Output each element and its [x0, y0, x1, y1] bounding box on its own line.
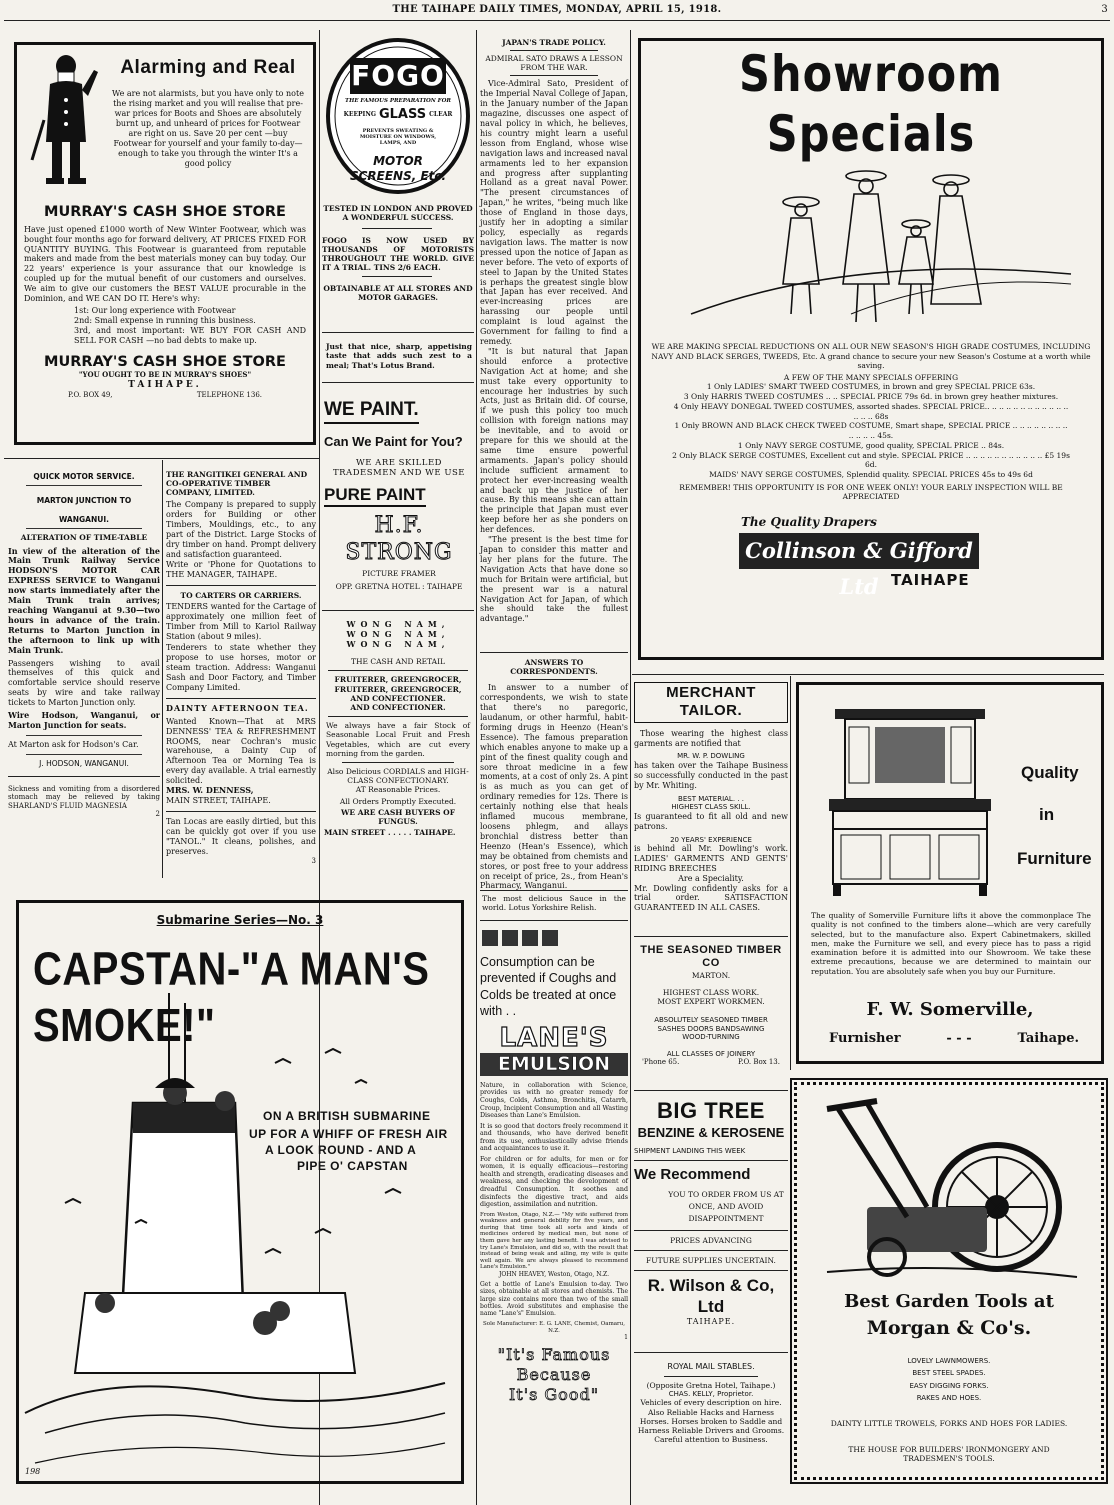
- capstan-corner: 198: [25, 1467, 41, 1477]
- wongnam-stock: We always have a fair Stock of Seasonable Local Fruit and Fresh Vegetables, which are cut every morning from the garden.: [326, 720, 470, 758]
- lanes-sign: JOHN HEAVEY, Weston, Otago, N.Z.: [498, 1270, 609, 1278]
- fogo-clear: CLEAR: [429, 111, 453, 119]
- showroom-drapers: The Quality Drapers: [741, 515, 877, 530]
- stables-heading: ROYAL MAIL STABLES.: [667, 1362, 755, 1371]
- tailor-exp: 20 YEARS' EXPERIENCE: [670, 835, 752, 844]
- strong-can-we-paint: Can We Paint for You?: [324, 434, 463, 450]
- murrays-headline: Alarming and Real: [120, 57, 296, 78]
- tailor-spec: Are a Speciality.: [678, 873, 744, 883]
- showroom-item: MAIDS' NAVY SERGE COSTUMES, Splendid quality. SPECIAL PRICES 45s to 49s 6d: [709, 470, 1033, 480]
- bigtree-rec: We Recommend: [634, 1166, 751, 1184]
- capstan-caption-2: UP FOR A WHIFF OF FRESH AIR: [249, 1127, 448, 1141]
- lanes-p4: From Weston, Otago, N.Z.— "My wife suffered from weakness and general debility for five years, and during that time took all sorts and kinds of medicines ordered by medical men, but none of them gave her any lasting benefit. I was advised to try Lane's Emulsion, and did so, with the result that instead of being weak and ailing, my wife is quite well again. We are always pleased to recommend Lane's Emulsion.": [480, 1211, 628, 1271]
- showroom-list: [651, 382, 1091, 480]
- lanes-num: 1: [624, 1334, 628, 1342]
- somerville-trade: Furnisher: [829, 1031, 901, 1046]
- tailor-name: MR. W. P. DOWLING: [677, 752, 745, 761]
- timber-l2: MOST EXPERT WORKMEN.: [657, 997, 765, 1007]
- motor-p4: At Marton ask for Hodson's Car.: [8, 739, 139, 749]
- motor-h1: QUICK MOTOR SERVICE.: [33, 472, 135, 481]
- showroom-advert: [638, 38, 1104, 660]
- somerville-body: The quality of Somerville Furniture lifts it above the commonplace The quality is not confined to the timbers alone—which are very carefully selected, but to the manufacture also. Expert Cabinetmakers, skilled men, make the Furniture we sell, and every piece has to pass a rigid examination before it is admitted into our Showroom. We take these extreme precautions, because we are determined to maintain our reputation. You are absolutely safe when you buy our Furniture.: [811, 911, 1091, 976]
- murrays-store-name: MURRAY'S CASH SHOE STORE: [44, 204, 286, 220]
- capstan-title: CAPSTAN-"A MAN'S SMOKE!": [33, 943, 430, 1051]
- bigtree-l1: YOU TO ORDER FROM US AT ONCE, AND AVOID DISAPPOINTMENT: [668, 1189, 784, 1223]
- tailor-skill: HIGHEST CLASS SKILL.: [671, 803, 751, 812]
- wongnam-advert: [322, 620, 474, 870]
- somerville-advert: [796, 682, 1104, 1064]
- timber-box: P.O. Box 13.: [738, 1058, 780, 1067]
- stables-advert: [634, 1362, 788, 1482]
- somerville-name: F. W. Somerville,: [866, 999, 1034, 1020]
- showroom-item: 4 Only HEAVY DONEGAL TWEED COSTUMES, assorted shades. SPECIAL PRICE.. .. .. .. .. .. .. .. .. .. .. .. .. .. .. 68s: [673, 401, 1069, 421]
- bigtree-l3: FUTURE SUPPLIES UNCERTAIN.: [646, 1255, 776, 1265]
- submarine-illustration: [25, 993, 455, 1473]
- somerville-dash: - - -: [946, 1031, 972, 1046]
- lanes-because: Because: [516, 1365, 592, 1384]
- strong-pure-paint: PURE PAINT: [324, 485, 426, 508]
- stables-body: Vehicles of every description on hire. Also Reliable Hacks and Harness Horses. Horses broken to Saddle and Harness Reliable Drivers and Grooms. Careful attention to Business.: [637, 1398, 785, 1444]
- motor-h2: MARTON JUNCTION TO: [36, 496, 132, 506]
- strong-skilled: WE ARE SKILLED TRADESMEN AND WE USE: [332, 458, 466, 479]
- lanes-logo-1: LANE'S: [499, 1023, 609, 1053]
- bigtree-firm: R. Wilson & Co, Ltd: [647, 1275, 775, 1316]
- fogo-wordmark: FOGO: [351, 59, 445, 92]
- murrays-town: TAIHAPE.: [128, 379, 202, 390]
- somerville-in: in: [1039, 805, 1055, 824]
- tailor-p5: Mr. Dowling confidently asks for a trial order. SATISFACTION GUARANTEED IN ALL CASES.: [634, 883, 788, 913]
- rangitikei-p1: The Company is prepared to supply orders for Building or other Timbers, Mouldings, etc., to any part of the District. Large Stocks of dry timber on hand. Prompt delivery and satisfaction guaranteed.: [166, 500, 316, 559]
- masthead: [0, 4, 1114, 18]
- lanes-logo-2: EMULSION: [480, 1053, 628, 1076]
- wongnam-prices: AT Reasonable Prices.: [355, 785, 441, 795]
- carters-p4: Tenderers to state whether they propose to use horses, motor or steam traction. Address: Wanganui Sash and Door Factory, and Timber Company Limited.: [166, 643, 316, 693]
- tailor-p3: Is guaranteed to fit all old and new patrons.: [634, 811, 788, 831]
- somerville-furniture: Furniture: [1017, 849, 1092, 868]
- wongnam-fruiterer-1: FRUITERER, GREENGROCER,: [334, 675, 462, 685]
- garden-tools-advert: [794, 1082, 1104, 1480]
- strong-name: H.F. STRONG: [345, 513, 453, 566]
- bigtree-l2: PRICES ADVANCING: [670, 1235, 752, 1245]
- tailor-p4: is behind all Mr. Dowling's work. LADIES' GARMENTS AND GENTS' RIDING BREECHES: [634, 844, 788, 873]
- tailor-p2: has taken over the Taihape Business so successfully conducted in the past by Mr. Whiting.: [634, 760, 788, 790]
- timber-phone: 'Phone 65.: [642, 1058, 680, 1067]
- showroom-few: A FEW OF THE MANY SPECIALS OFFERING: [783, 373, 959, 383]
- timber-l4: SASHES DOORS BANDSAWING: [657, 1024, 765, 1033]
- fogo-used: FOGO IS NOW USED BY THOUSANDS OF MOTORISTS THROUGHOUT THE WORLD. GIVE IT A TRIAL. TINS 2/6 EACH.: [322, 236, 474, 273]
- wongnam-cordials: Also Delicious CORDIALS and HIGH-CLASS CONFECTIONARY.: [327, 767, 469, 786]
- motor-p1: In view of the alteration of the Main Trunk Railway Service HODSON'S MOTOR CAR EXPRESS SERVICE to Wanganui now starts immediately after the Main Trunk train arrives; reaching Wanganui at 9.30—two hours in advance of the train. Returns to Marton Junction in the afternoon to link up with Main Trunk.: [8, 545, 160, 655]
- tailor-heading: MERCHANT TAILOR.: [634, 682, 788, 723]
- capstan-advert: [16, 900, 464, 1484]
- wongnam-cash: THE CASH AND RETAIL: [350, 657, 446, 667]
- japan-h1: JAPAN'S TRADE POLICY.: [502, 38, 606, 47]
- carters-heading: TO CARTERS OR CARRIERS.: [180, 590, 302, 600]
- wongnam-confectioner-2: AND CONFECTIONER.: [350, 702, 446, 712]
- wongnam-name-1: WONG NAM,: [346, 619, 450, 629]
- fogo-motor-screens: MOTOR SCREENS, Etc.: [349, 154, 447, 183]
- motor-p2: Passengers wishing to avail themselves of this quick and comfortable service should reserve seats by wire and take railway tickets to Marton Junction only.: [8, 658, 160, 708]
- rangitikei-heading: THE RANGITIKEI GENERAL AND CO-OPERATIVE TIMBER COMPANY, LIMITED.: [166, 470, 308, 498]
- showroom-remember: REMEMBER! THIS OPPORTUNITY IS FOR ONE WEEK ONLY! YOUR EARLY INSPECTION WILL BE APPRECIATED: [679, 482, 1063, 501]
- timber-advert: [634, 944, 788, 1094]
- masthead-rule: [4, 20, 1110, 21]
- wongnam-fruiterer-2: FRUITERER, GREENGROCER,: [334, 684, 462, 694]
- capstan-series: Submarine Series—No. 3: [156, 913, 324, 927]
- murrays-reason-2: 2nd: Small expense in running this business.: [74, 315, 256, 325]
- garden-l5: DAINTY LITTLE TROWELS, FORKS AND HOES FOR LADIES.: [830, 1419, 1068, 1428]
- motor-service-notice: [8, 470, 160, 875]
- murrays-reason-3: 3rd, and most important: WE BUY FOR CASH AND SELL FOR CASH —no bad debts to make up.: [74, 325, 306, 345]
- japan-article: [480, 36, 628, 672]
- capstan-caption-1: ON A BRITISH SUBMARINE: [263, 1109, 431, 1123]
- lanes-blocks: [482, 930, 628, 946]
- column-rule: [630, 30, 631, 1505]
- lawnmower-illustration: [827, 1097, 1077, 1287]
- japan-h2: ADMIRAL SATO DRAWS A LESSON FROM THE WAR.: [485, 54, 623, 73]
- japan-p1: Vice-Admiral Sato, President of the Imperial Naval College of Japan, in the January number of the Japan magazine, discusses one aspect of naval policy in which, he believes, his country might learn a useful lesson from England, whose wise navigation laws and increased naval armaments led to her expansion and progress after supplanting Holland as a great naval Power. "The present circumstances of Japan," he writes, "being much like those of England in those days, justify her in adopting a similar policy, especially as regards navigation laws. The matter is now pressed upon the notice of Japan as never before. The veto of exports of steel to Japan by the United States is perhaps the greatest single blow that Japan has ever received. And ever-increasing prices are harassing our people until complaint is loud against the Government for failing to find a remedy.: [480, 79, 628, 346]
- showroom-item: 1 Only BROWN AND BLACK CHECK TWEED COSTUME, Smart shape, SPECIAL PRICE .. .. .. .. .. .. .. .. .. .. .. .. 45s.: [674, 421, 1068, 441]
- lanes-advert: [480, 930, 628, 1482]
- somerville-town: Taihape.: [1017, 1031, 1079, 1046]
- bigtree-ship: SHIPMENT LANDING THIS WEEK: [634, 1146, 746, 1155]
- bigtree-h1: BIG TREE: [657, 1098, 765, 1123]
- tea-p5: Wanted Known—That at MRS DENNESS' TEA & REFRESHMENT ROOMS, near Cochran's music warehouse, a Dainty Cup of Afternoon Tea or Morning Tea is every day available. A trial earnestly solicited.: [166, 716, 316, 786]
- wongnam-street: MAIN STREET . . . . . TAIHAPE.: [324, 827, 456, 837]
- strong-trade: PICTURE FRAMER: [362, 569, 436, 579]
- murrays-store-name-footer: MURRAY'S CASH SHOE STORE: [44, 353, 286, 370]
- stables-opp: (Opposite Gretna Hotel, Taihape.): [646, 1380, 776, 1390]
- fogo-advert: [322, 36, 474, 336]
- sauce-notice: The most delicious Sauce in the world. Lotus Yorkshire Relish.: [482, 894, 626, 913]
- somerville-quality: Quality: [1021, 763, 1079, 782]
- masthead-title: THE TAIHAPE DAILY TIMES, MONDAY, APRIL 15, 1918.: [392, 4, 722, 15]
- timber-l6: ALL CLASSES OF JOINERY: [666, 1049, 756, 1058]
- strong-advert: [324, 398, 474, 608]
- murrays-box: P.O. BOX 49,: [68, 390, 113, 399]
- strong-address: OPP. GRETNA HOTEL : TAIHAPE: [335, 582, 463, 592]
- timber-l1: HIGHEST CLASS WORK.: [662, 987, 760, 997]
- murrays-intro: We are not alarmists, but you have only to note the rising market and you will realise that pre-war prices for Boots and Shoes are absolutely burnt up, and unheard of prices for Footwear are right on us. Save 20 per cent —buy Footwear for yourself and your family to-day—enough to take you through the winter It's a good policy: [112, 89, 304, 168]
- garden-l4: RAKES AND HOES.: [916, 1393, 982, 1402]
- japan-p4: In answer to a number of correspondents, we wish to state that there's no paregoric, laudanum, or other harmful, habit-forming drugs in Heenzo (Hean's Essence). The famous preparation which enables anyone to make up a pint of the finest quality cough and sore throat medicine in a few moments, at a cost of only 2s. A pint is as much as you can get of ordinary remedies for 12s. There is certainly nothing else that heals inflamed mucous membrane, loosens phlegm, and allays bronchial distress better than Heenzo (Hean's Essence), which may be obtained from chemists and stores, or post free to your address on receipt of price, 2s., from Hean's Pharmacy, Wanganui.: [480, 683, 628, 891]
- motor-num: 2: [155, 810, 160, 819]
- fashion-illustration: [651, 164, 1091, 334]
- wongnam-confectioner-1: AND CONFECTIONER.: [350, 693, 446, 703]
- bigtree-advert: [634, 1098, 788, 1348]
- japan-p2: "It is but natural that Japan should enforce a protective Navigation Act at home; and she must take every opportunity to encourage her industries by such Acts, just as Britain did. Of course, if we push this policy too much collision with foreign nations may be inevitable, and to avoid or prepare for this we should at the same time ensure powerful armaments. Japan's policy should include sufficient armament to protect her ever-increasing wealth and back up the justice of her cause. By this means she can attain the principle that Japan must ever keep before her as she ponders on her defences.: [480, 346, 628, 535]
- tanol-num: 3: [311, 856, 316, 865]
- garden-l1: LOVELY LAWNMOWERS.: [907, 1357, 991, 1365]
- showroom-item: 2 Only BLACK SERGE COSTUMES, Excellent cut and style. SPECIAL PRICE .. .. .. .. .. .. .. .. .. .. .. £5 19s 6d.: [672, 450, 1070, 470]
- garden-title-2: Morgan & Co's.: [866, 1317, 1032, 1339]
- tea-heading: DAINTY AFTERNOON TEA.: [166, 702, 309, 713]
- showroom-town: TAIHAPE: [891, 571, 970, 590]
- strong-we-paint: WE PAINT.: [324, 398, 419, 424]
- garden-l3: EASY DIGGING FORKS.: [909, 1381, 989, 1390]
- showroom-item: 1 Only NAVY SERGE COSTUME, good quality, SPECIAL PRICE .. 84s.: [737, 440, 1005, 450]
- fogo-obtain: OBTAINABLE AT ALL STORES AND MOTOR GARAGES.: [323, 284, 473, 303]
- wongnam-name-3: WONG NAM,: [346, 638, 450, 649]
- lanes-p3: For children or for adults, for men or for women, it is equally efficacious—restoring health and strength, eradicating diseases and weakness, and checking the development of dreadful Consumption. It soothes and disinfects the digestive tract, and aids digestion, assimilation and nutrition.: [480, 1155, 628, 1209]
- tea-address: MAIN STREET, TAIHAPE.: [166, 795, 271, 805]
- motor-h4: ALTERATION OF TIME-TABLE: [20, 533, 148, 543]
- wongnam-fungus: WE ARE CASH BUYERS OF FUNGUS.: [340, 807, 456, 826]
- tailor-best: BEST MATERIAL. . .: [678, 794, 744, 803]
- fogo-glass: GLASS: [378, 107, 427, 122]
- page-number: 3: [1101, 4, 1108, 15]
- garden-l6: THE HOUSE FOR BUILDERS' IRONMONGERY AND TRADESMEN'S TOOLS.: [848, 1445, 1050, 1464]
- showroom-item: 1 Only LADIES' SMART TWEED COSTUMES, in brown and grey SPECIAL PRICE 63s.: [706, 382, 1036, 392]
- fogo-prevents: PREVENTS SWEATING & MOISTURE ON WINDOWS, LAMPS, AND: [359, 128, 437, 147]
- lanes-p2: It is so good that doctors freely recommend it and thousands, who have derived benefit from its use, enthusiastically advise friends and acquaintances to use it.: [480, 1122, 628, 1153]
- lanes-tag: Consumption can be prevented if Coughs and Colds be treated at once with . .: [480, 955, 617, 1018]
- japan-h3: ANSWERS TO CORRESPONDENTS.: [510, 658, 598, 677]
- murrays-advert: [14, 42, 316, 445]
- capstan-caption-3: A LOOK ROUND - AND A: [265, 1143, 417, 1157]
- motor-sign: J. HODSON, WANGANUI.: [39, 758, 129, 768]
- timber-l3: ABSOLUTELY SEASONED TIMBER: [654, 1016, 768, 1025]
- carters-p3: TENDERS wanted for the Cartage of approximately one million feet of Timber from Mill to Kariol Railway Station (about 9 miles).: [166, 601, 316, 641]
- lanes-maker: Sole Manufacturer: E. G. LANE, Chemist, Oamaru, N.Z.: [483, 1321, 625, 1334]
- stables-prop: CHAS. KELLY, Proprietor.: [668, 1389, 754, 1398]
- column-rule: [476, 30, 477, 1505]
- wongnam-orders: All Orders Promptly Executed.: [339, 796, 457, 806]
- japan-p3: "The present is the best time for Japan to consider this matter and lay her plans for the future. The Navigation Acts that have done so much for Britain were artificial, but the present war is a natural Navigation Act for Japan, of which she should take the fullest advantage.": [480, 535, 628, 624]
- timber-town: MARTON.: [691, 970, 731, 980]
- fogo-keeping: KEEPING: [343, 111, 376, 119]
- policeman-illustration: [24, 50, 104, 190]
- showroom-firm: Collinson & Gifford Ltd: [739, 533, 979, 569]
- bigtree-h2: BENZINE & KEROSENE: [637, 1124, 785, 1140]
- tanol-notice: Tan Locas are easily dirtied, but this can be quickly got over if you use "TANOL." It cleans, polishes, and preserves.: [166, 816, 316, 856]
- lanes-famous: "It's Famous: [497, 1345, 611, 1365]
- lanes-p5: Get a bottle of Lane's Emulsion to-day. Two sizes, obtainable at all stores and chemists. The large size contains more than two of the small bottles. Avoid substitutes and emphasise the name "Lane's" Emulsion.: [480, 1281, 628, 1317]
- murrays-slogan: "YOU OUGHT TO BE IN MURRAY'S SHOES": [78, 370, 252, 380]
- timber-heading: THE SEASONED TIMBER CO: [640, 944, 782, 970]
- capstan-caption-4: PIPE O' CAPSTAN: [297, 1159, 408, 1173]
- showroom-intro: WE ARE MAKING SPECIAL REDUCTIONS ON ALL OUR NEW SEASON'S HIGH GRADE COSTUMES, INCLUDING NAVY AND BLACK SERGES, TWEEDS, Etc. A grand chance to secure your new Season's Costume at a worth while saving.: [651, 341, 1091, 371]
- fogo-tagline: THE FAMOUS PREPARATION FOR: [345, 98, 451, 104]
- sideboard-illustration: [815, 699, 1005, 899]
- correspondents-notice: [480, 656, 628, 891]
- showroom-item: 3 Only HARRIS TWEED COSTUMES .. .. SPECIAL PRICE 79s 6d. in brown grey heather mixtures.: [683, 392, 1059, 402]
- murrays-phone: TELEPHONE 136.: [196, 390, 262, 399]
- tailor-advert: [634, 682, 788, 922]
- lanes-p1: Nature, in collaboration with Science, provides us with no greater remedy for Coughs, Colds, Asthma, Bronchitis, Catarrh, Croup, Incipient Consumption and all Wasting Diseases than Lane's Emulsion.: [480, 1081, 628, 1120]
- garden-title-1: Best Garden Tools at: [844, 1291, 1054, 1312]
- wongnam-name-2: WONG NAM,: [346, 628, 450, 639]
- motor-h3: WANGANUI.: [59, 515, 109, 525]
- tea-sign: MRS. W. DENNESS,: [166, 785, 254, 796]
- murrays-reason-1: 1st: Our long experience with Footwear: [74, 305, 236, 315]
- murrays-body: Have just opened £1000 worth of New Winter Footwear, which was bought four months ago for forward delivery, AT PRICES FIXED FOR QUANTITY BUYING. This Footwear is guaranteed from reputable makers and made from the best materials money can buy today. Our 22 years' experience is your assurance that our knowledge is coupled up for the mutual benefit of our customers and ourselves. We aim to give our customers the BEST VALUE procurable in the Dominion, and WE CAN DO IT. Here's why:: [24, 224, 306, 304]
- showroom-title: Showroom Specials: [739, 46, 1003, 165]
- timber-l5: WOOD-TURNING: [682, 1033, 740, 1042]
- lanes-good: It's Good": [508, 1384, 600, 1404]
- bigtree-town: TAIHAPE.: [686, 1317, 736, 1327]
- motor-sharland: Sickness and vomiting from a disordered stomach may be relieved by taking SHARLAND'S FLUID MAGNESIA: [8, 784, 160, 810]
- garden-l2: BEST STEEL SPADES.: [912, 1369, 986, 1378]
- tailor-p1: Those wearing the highest class garments are notified that: [634, 728, 788, 748]
- fogo-tested: TESTED IN LONDON AND PROVED A WONDERFUL SUCCESS.: [323, 204, 473, 223]
- lotus-notice: Just that nice, sharp, appetising taste that adds such zest to a meal; That's Lotus Brand.: [326, 342, 472, 370]
- rangitikei-notices: [166, 468, 316, 878]
- rangitikei-p2: Write or 'Phone for Quotations to THE MANAGER, TAIHAPE.: [166, 559, 316, 579]
- motor-p3: Wire Hodson, Wanganui, or Marton Junction for seats.: [8, 710, 160, 730]
